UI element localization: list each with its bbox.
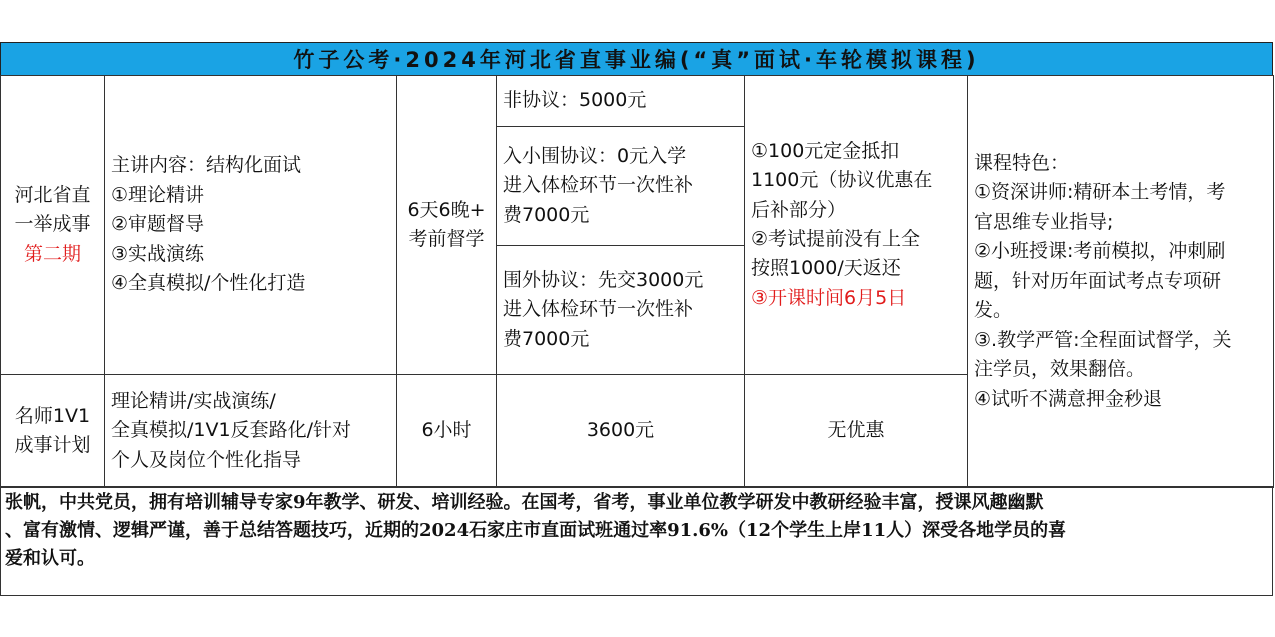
content-line: ②审题督导 xyxy=(111,213,205,236)
price-line: 进入体检环节一次性补 xyxy=(503,298,694,321)
course-title: 竹子公考·2024年河北省直事业编(“真”面试·车轮模拟课程) xyxy=(0,42,1273,76)
price-options xyxy=(497,76,744,374)
content-line: 全真模拟/1V1反套路化/针对 xyxy=(111,419,351,442)
feature-line: ①资深讲师:精研本土考情，考 xyxy=(974,181,1226,204)
discount-line: 按照1000/天返还 xyxy=(751,257,901,280)
bio-line: 爱和认可。 xyxy=(5,548,95,569)
content-line: ④全真模拟/个性化打造 xyxy=(111,272,306,295)
bio-line: 、富有激情、逻辑严谨，善于总结答题技巧，近期的2024石家庄市直面试班通过率91.6%（12个学生上岸11人）深受各地学员的喜 xyxy=(5,520,1067,541)
price-option xyxy=(497,127,744,246)
features-cell xyxy=(968,76,1274,488)
course-name-line: 一举成事 xyxy=(14,213,91,236)
price-line: 围外协议：先交3000元 xyxy=(503,268,704,291)
course-name-line: 河北省直 xyxy=(14,183,91,206)
discount-line: 后补部分） xyxy=(751,198,847,221)
price-cell: 3600元 xyxy=(497,375,745,488)
discount-line: 1100元（协议优惠在 xyxy=(751,169,933,192)
discount-cell xyxy=(745,76,968,375)
content-line: ①理论精讲 xyxy=(111,183,205,206)
discount-cell: 无优惠 xyxy=(745,375,968,488)
feature-line: 发。 xyxy=(974,299,1013,322)
duration-cell xyxy=(397,76,497,375)
price-line: 费7000元 xyxy=(503,327,590,350)
course-table-frame xyxy=(0,42,1273,596)
feature-line: 注学员，效果翻倍。 xyxy=(974,358,1146,381)
content-line: ③实战演练 xyxy=(111,242,205,265)
course-name-cell xyxy=(1,375,105,488)
duration-line: 考前督学 xyxy=(408,228,485,250)
course-period: 第二期 xyxy=(23,242,81,265)
content-line: 主讲内容：结构化面试 xyxy=(111,154,302,177)
feature-line: ②小班授课:考前模拟，冲刺刷 xyxy=(974,240,1226,263)
teacher-bio xyxy=(0,486,1273,596)
course-content-cell xyxy=(105,76,397,375)
price-cell xyxy=(497,76,745,375)
price-option xyxy=(497,246,744,374)
feature-line: 题，针对历年面试考点专项研 xyxy=(974,269,1222,292)
price-option xyxy=(497,76,744,127)
course-name-cell xyxy=(1,76,105,375)
price-line: 进入体检环节一次性补 xyxy=(503,174,694,197)
class-start-date: ③开课时间6月5日 xyxy=(751,286,907,309)
feature-line: ④试听不满意押金秒退 xyxy=(974,387,1163,410)
duration-line: 6天6晚+ xyxy=(407,198,486,221)
feature-line: ③.教学严管:全程面试督学，关 xyxy=(974,328,1232,351)
content-line: 个人及岗位个性化指导 xyxy=(111,448,302,471)
price-line: 费7000元 xyxy=(503,203,590,226)
feature-line: 课程特色： xyxy=(974,152,1070,175)
table-row xyxy=(1,76,1274,375)
bio-line: 张帆，中共党员，拥有培训辅导专家9年教学、研发、培训经验。在国考，省考，事业单位教学研发中教研经验丰富，授课风趣幽默 xyxy=(5,492,1044,513)
content-line: 理论精讲/实战演练/ xyxy=(111,389,276,412)
discount-line: ②考试提前没有上全 xyxy=(751,228,921,250)
course-name-line: 成事计划 xyxy=(14,434,91,456)
course-content-cell xyxy=(105,375,397,488)
price-line: 入小围协议：0元入学 xyxy=(503,144,687,167)
feature-line: 官思维专业指导; xyxy=(974,210,1114,233)
course-name-line: 名师1V1 xyxy=(14,404,91,427)
course-table xyxy=(0,75,1274,488)
discount-line: ①100元定金抵扣 xyxy=(751,139,900,162)
duration-cell: 6小时 xyxy=(397,375,497,488)
price-line: 非协议：5000元 xyxy=(503,89,647,112)
